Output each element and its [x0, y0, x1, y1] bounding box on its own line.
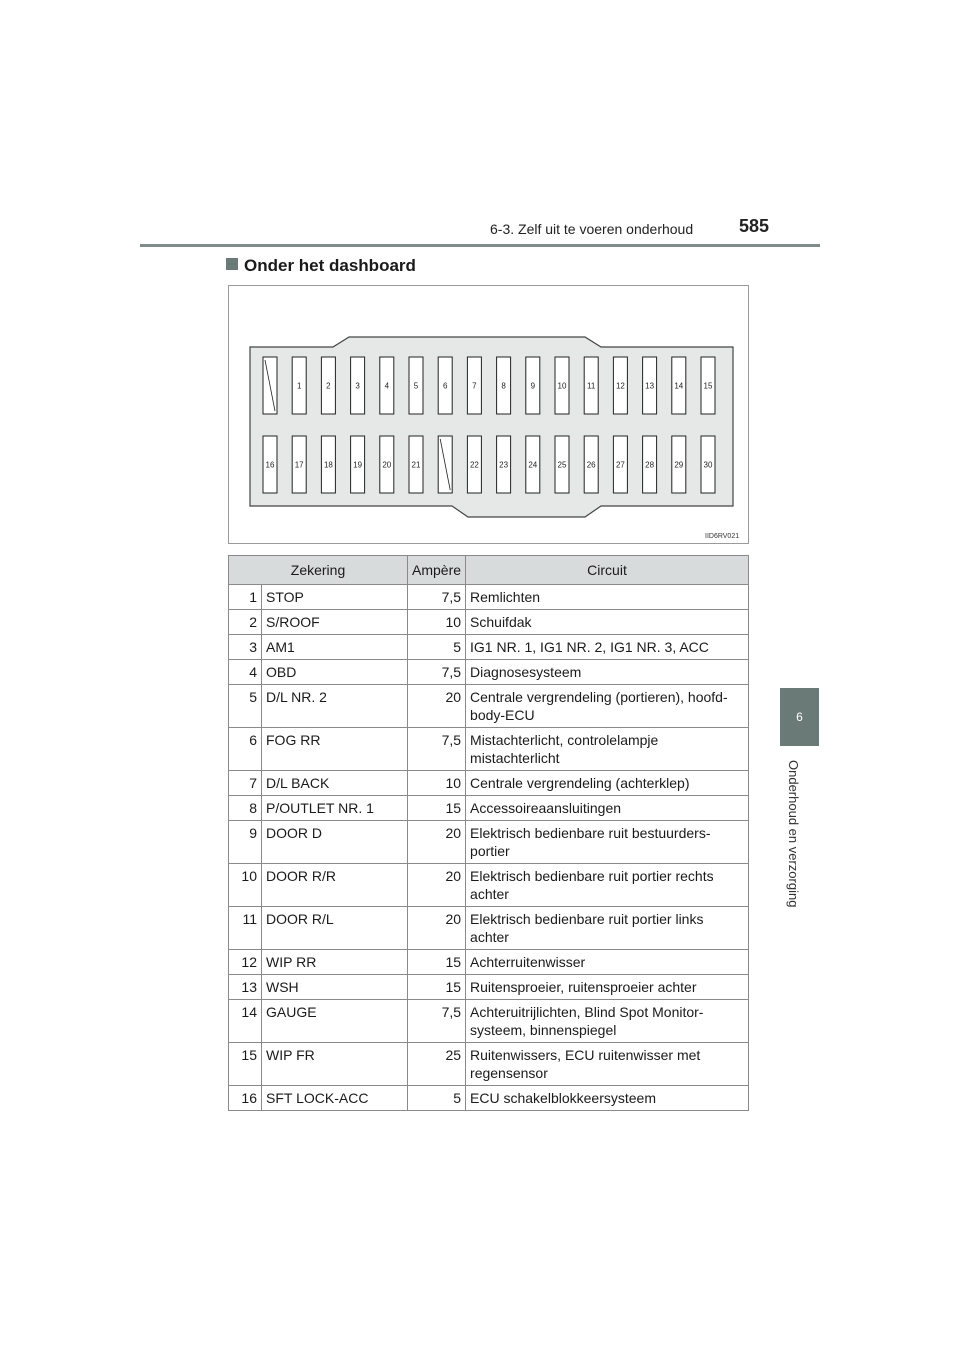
fuse-name: WIP FR	[262, 1043, 408, 1086]
fuse-circuit: Elektrisch bedienbare ruit portier rechts achter	[466, 864, 749, 907]
fuse-number: 8	[229, 796, 262, 821]
table-row	[229, 796, 749, 821]
table-header-row	[229, 556, 749, 585]
fuse-ampere: 15	[408, 796, 466, 821]
fuse-ampere: 20	[408, 864, 466, 907]
fuse-label: 22	[469, 460, 479, 470]
fuse-circuit: Elektrisch bedienbare ruit bestuurders-portier	[466, 821, 749, 864]
fuse-label: 14	[674, 381, 684, 391]
fuse-ampere: 7,5	[408, 585, 466, 610]
fuse-ampere: 25	[408, 1043, 466, 1086]
fuse-label: 23	[499, 460, 509, 470]
fuse-number: 13	[229, 975, 262, 1000]
fuse-label: 28	[645, 460, 655, 470]
fuse-ampere: 10	[408, 771, 466, 796]
fuse-circuit: ECU schakelblokkeersysteem	[466, 1086, 749, 1111]
fuse-label: 3	[355, 381, 360, 391]
fuse-circuit: Mistachterlicht, controlelampje mistachterlicht	[466, 728, 749, 771]
fuse-circuit: Ruitensproeier, ruitensproeier achter	[466, 975, 749, 1000]
fuse-number: 1	[229, 585, 262, 610]
header-fuse: Zekering	[229, 556, 408, 585]
fuse-number: 12	[229, 950, 262, 975]
fuse-name: D/L BACK	[262, 771, 408, 796]
fuse-name: P/OUTLET NR. 1	[262, 796, 408, 821]
figure-id: IID6RV021	[705, 533, 740, 540]
fuse-label: 2	[326, 381, 331, 391]
fuse-ampere: 10	[408, 610, 466, 635]
fuse-label: 11	[587, 381, 596, 391]
fuse-label: 8	[501, 381, 506, 391]
header-divider	[140, 244, 820, 247]
fuse-label: 27	[615, 460, 625, 470]
fuse-label: 20	[382, 460, 392, 470]
fuse-circuit: Ruitenwissers, ECU ruitenwisser met regensensor	[466, 1043, 749, 1086]
fuse-number: 6	[229, 728, 262, 771]
table-row	[229, 1086, 749, 1111]
chapter-number: 6	[796, 710, 803, 724]
section-heading	[226, 256, 416, 276]
table-row	[229, 1043, 749, 1086]
fuse-circuit: Achteruitrijlichten, Blind Spot Monitor-systeem, binnenspiegel	[466, 1000, 749, 1043]
fuse-number: 14	[229, 1000, 262, 1043]
fuse-label: 5	[413, 381, 419, 391]
fuse-name: WIP RR	[262, 950, 408, 975]
table-row	[229, 685, 749, 728]
fuse-number: 16	[229, 1086, 262, 1111]
fuse-number: 5	[229, 685, 262, 728]
header-circuit: Circuit	[466, 556, 749, 585]
fuse-box-figure	[228, 285, 749, 544]
fuse-ampere: 7,5	[408, 660, 466, 685]
header-section-title: 6-3. Zelf uit te voeren onderhoud	[490, 221, 694, 237]
fuse-ampere: 20	[408, 685, 466, 728]
fuse-label: 15	[703, 381, 713, 391]
fuse-ampere: 7,5	[408, 1000, 466, 1043]
table-body	[229, 585, 749, 1111]
fuse-name: GAUGE	[262, 1000, 408, 1043]
table-row	[229, 635, 749, 660]
fuse-ampere: 20	[408, 821, 466, 864]
fuse-label: 12	[615, 381, 625, 391]
fuse-label: 30	[703, 460, 713, 470]
fuse-circuit: Schuifdak	[466, 610, 749, 635]
fuse-number: 3	[229, 635, 262, 660]
fuse-circuit: Centrale vergrendeling (achterklep)	[466, 771, 749, 796]
fuse-label: 18	[323, 460, 333, 470]
fuse-label: 24	[528, 460, 538, 470]
fuse-name: OBD	[262, 660, 408, 685]
fuse-ampere: 5	[408, 635, 466, 660]
fuse-name: FOG RR	[262, 728, 408, 771]
fuse-number: 9	[229, 821, 262, 864]
table-row	[229, 585, 749, 610]
fuse-number: 4	[229, 660, 262, 685]
fuse-label: 13	[645, 381, 655, 391]
chapter-title: Onderhoud en verzorging	[786, 760, 801, 908]
fuse-label: 17	[294, 460, 304, 470]
fuse-number: 7	[229, 771, 262, 796]
fuse-label: 4	[384, 381, 390, 391]
table-row	[229, 771, 749, 796]
section-heading-text: Onder het dashboard	[244, 256, 416, 275]
fuse-name: S/ROOF	[262, 610, 408, 635]
table-row	[229, 864, 749, 907]
fuse-ampere: 15	[408, 950, 466, 975]
table-row	[229, 907, 749, 950]
fuse-label: 1	[296, 381, 302, 391]
fuse-name: STOP	[262, 585, 408, 610]
header-ampere: Ampère	[408, 556, 466, 585]
fuse-label: 26	[586, 460, 596, 470]
fuse-number: 2	[229, 610, 262, 635]
table-row	[229, 660, 749, 685]
fuse-table	[228, 555, 749, 1111]
fuse-name: SFT LOCK-ACC	[262, 1086, 408, 1111]
fuse-circuit: Centrale vergrendeling (portieren), hoofd-body-ECU	[466, 685, 749, 728]
table-row	[229, 821, 749, 864]
fuse-label: 9	[530, 381, 536, 391]
fuse-label: 7	[472, 381, 477, 391]
table-row	[229, 728, 749, 771]
fuse-circuit: IG1 NR. 1, IG1 NR. 2, IG1 NR. 3, ACC	[466, 635, 749, 660]
fuse-label: 6	[442, 381, 448, 391]
fuse-name: DOOR D	[262, 821, 408, 864]
fuse-label: 25	[557, 460, 567, 470]
heading-bullet-icon	[226, 258, 238, 270]
fuse-ampere: 5	[408, 1086, 466, 1111]
table-row	[229, 610, 749, 635]
fuse-label: 29	[674, 460, 684, 470]
fuse-name: WSH	[262, 975, 408, 1000]
fuse-label: 10	[557, 381, 567, 391]
fuse-name: D/L NR. 2	[262, 685, 408, 728]
fuse-number: 10	[229, 864, 262, 907]
fuse-name: AM1	[262, 635, 408, 660]
fuse-circuit: Elektrisch bedienbare ruit portier links achter	[466, 907, 749, 950]
table-row	[229, 950, 749, 975]
page-number: 585	[739, 216, 770, 236]
fuse-label: 16	[265, 460, 275, 470]
fuse-circuit: Diagnosesysteem	[466, 660, 749, 685]
table-row	[229, 975, 749, 1000]
table-row	[229, 1000, 749, 1043]
chapter-tab[interactable]	[780, 688, 819, 746]
fuse-number: 11	[229, 907, 262, 950]
fuse-ampere: 15	[408, 975, 466, 1000]
fuse-circuit: Accessoireaansluitingen	[466, 796, 749, 821]
fuse-name: DOOR R/L	[262, 907, 408, 950]
fuse-label: 19	[353, 460, 363, 470]
fuse-label: 21	[411, 460, 421, 470]
fuse-circuit: Achterruitenwisser	[466, 950, 749, 975]
fuse-ampere: 20	[408, 907, 466, 950]
fuse-number: 15	[229, 1043, 262, 1086]
fuse-name: DOOR R/R	[262, 864, 408, 907]
fuse-circuit: Remlichten	[466, 585, 749, 610]
fuse-box-diagram	[229, 286, 750, 545]
fuse-ampere: 7,5	[408, 728, 466, 771]
